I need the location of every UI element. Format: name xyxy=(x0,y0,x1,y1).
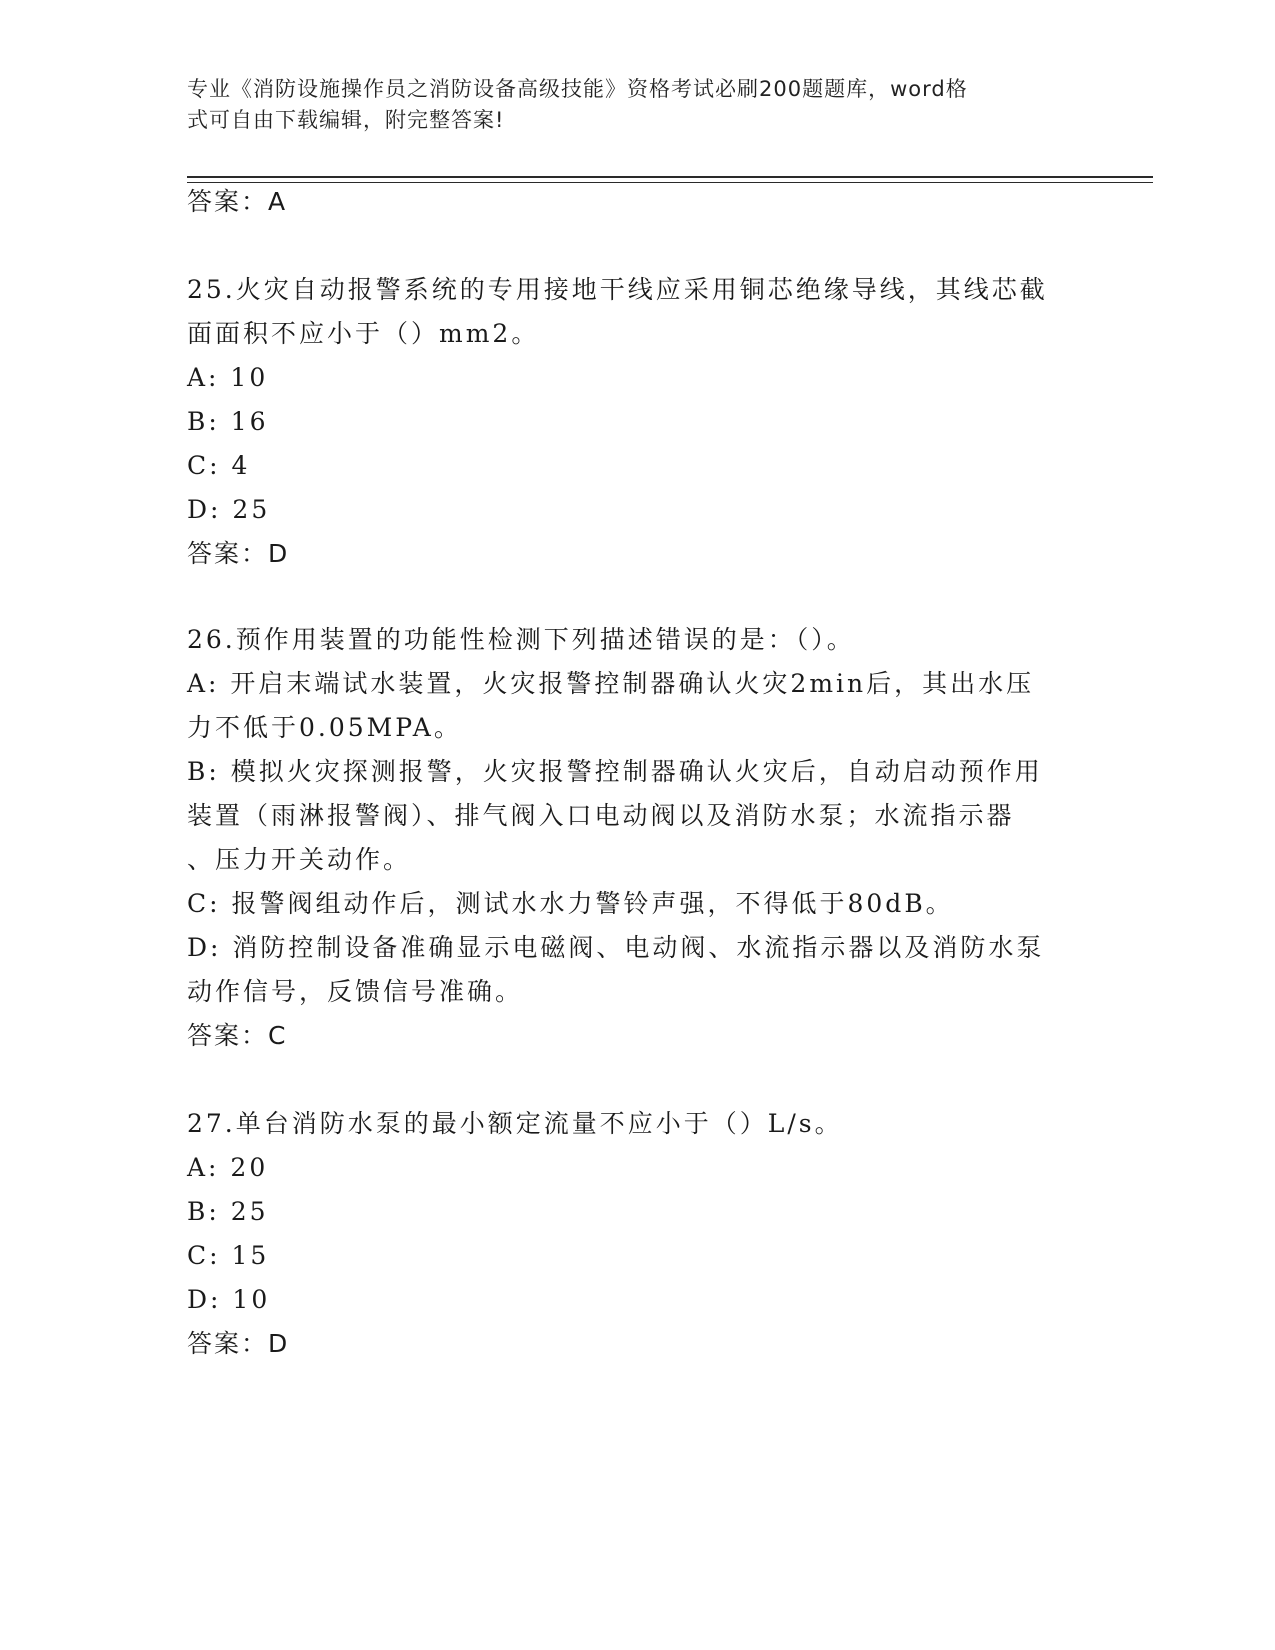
q25-option-d: D: 25 xyxy=(187,495,271,524)
q25-option-a: A: 10 xyxy=(187,363,269,392)
q27-option-b: B: 25 xyxy=(187,1197,269,1226)
q27-option-c: C: 15 xyxy=(187,1241,270,1270)
q25-option-b: B: 16 xyxy=(187,407,269,436)
q26-stem: 26.预作用装置的功能性检测下列描述错误的是：（）。 xyxy=(187,625,855,654)
document-header xyxy=(187,74,1072,136)
q26-option-d-line-1: D: 消防控制设备准确显示电磁阀、电动阀、水流指示器以及消防水泵 xyxy=(187,933,1045,962)
header-line-2: 式可自由下载编辑，附完整答案! xyxy=(187,108,505,132)
q26-answer: 答案：C xyxy=(187,1021,288,1050)
q27-option-d: D: 10 xyxy=(187,1285,271,1314)
q26-option-b-line-1: B: 模拟火灾探测报警，火灾报警控制器确认火灾后，自动启动预作用 xyxy=(187,757,1043,786)
q25-option-c: C: 4 xyxy=(187,451,251,480)
q27-stem: 27.单台消防水泵的最小额定流量不应小于（）L/s。 xyxy=(187,1109,843,1138)
header-divider-thick xyxy=(187,176,1153,178)
header-divider-thin xyxy=(187,182,1153,183)
q27-answer: 答案：D xyxy=(187,1329,290,1358)
q26-option-c: C: 报警阀组动作后，测试水水力警铃声强，不得低于80dB。 xyxy=(187,889,954,918)
q26-option-b-line-2: 装置（雨淋报警阀）、排气阀入口电动阀以及消防水泵；水流指示器 xyxy=(187,801,1015,830)
q26-option-d-line-2: 动作信号，反馈信号准确。 xyxy=(187,977,524,1006)
header-line-1: 专业《消防设施操作员之消防设备高级技能》资格考试必刷200题题库，word格 xyxy=(187,77,968,101)
q25-answer: 答案：D xyxy=(187,539,290,568)
q26-option-a-line-2: 力不低于0.05MPA。 xyxy=(187,713,462,742)
q25-stem-line-1: 25.火灾自动报警系统的专用接地干线应采用铜芯绝缘导线，其线芯截 xyxy=(187,275,1048,304)
q25-stem-line-2: 面面积不应小于（）mm2。 xyxy=(187,319,540,348)
previous-answer: 答案：A xyxy=(187,187,288,216)
q27-option-a: A: 20 xyxy=(187,1153,269,1182)
q26-option-b-line-3: 、压力开关动作。 xyxy=(187,845,412,874)
q26-option-a-line-1: A: 开启末端试水装置，火灾报警控制器确认火灾2min后，其出水压 xyxy=(187,669,1035,698)
